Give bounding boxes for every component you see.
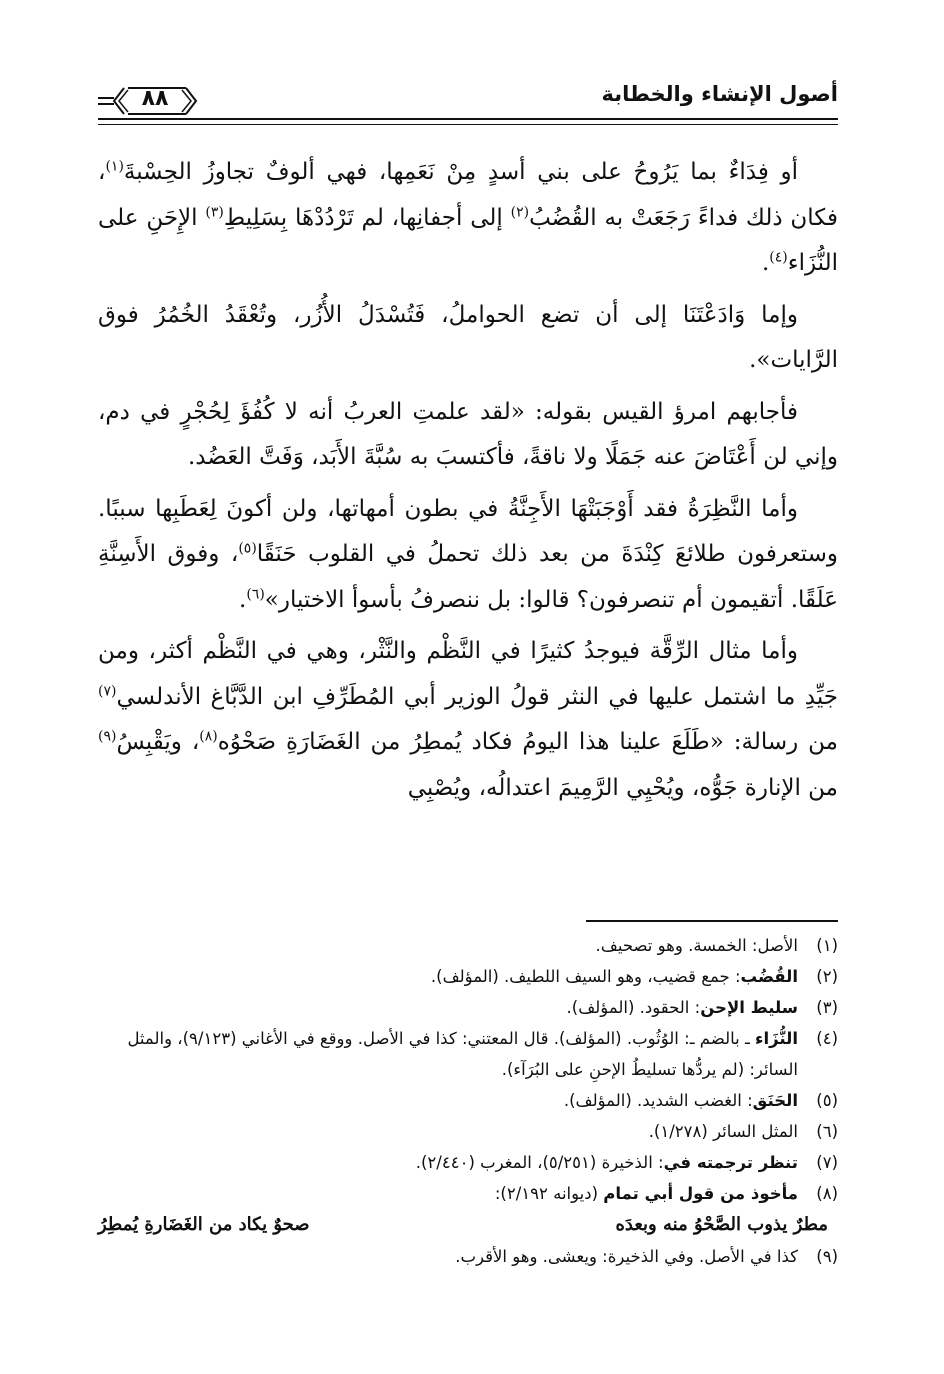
footnote-ref: (٦) <box>246 585 265 602</box>
paragraph-text: فأجابهم امرؤ القيس بقوله: «لقد علمتِ العربُ أنه لا كُفُؤَ لِحُجْرٍ في دم، وإني لن أَعْتَاضَ عنه جَمَلًا ولا ناقةً، فأكتسبَ به سُبَّةَ الأَبَد، وَفَتَّ العَضُد. <box>98 398 838 470</box>
paragraph-text: ، فكان ذلك فداءً رَجَعَتْ به القُضُبُ <box>98 159 838 231</box>
footnote-ref: (٣) <box>205 203 224 220</box>
footnote-text: الأصل: الخمسة. وهو تصحيف. <box>595 936 798 955</box>
paragraph-text: من رسالة: «طَلَعَ علينا هذا اليومُ فكاد يُمطِرُ من الغَضَارَةِ صَحْوُه <box>217 729 838 755</box>
body-paragraph <box>98 629 838 811</box>
footnote-number: (٧) <box>816 1153 838 1172</box>
footnote-term: مأخوذ من قول أبي تمام <box>603 1184 798 1203</box>
footnote-term: النُّزَاء <box>755 1029 798 1048</box>
footnote-2 <box>98 961 838 992</box>
footnote-1 <box>98 930 838 961</box>
paragraph-text: الإِحَنِ على النُّزَاء <box>98 204 838 276</box>
footnote-text: : جمع قضيب، وهو السيف اللطيف. (المؤلف). <box>430 967 741 986</box>
footnote-term: سليط الإحن <box>700 998 798 1017</box>
footnote-term: تنظر ترجمته في <box>663 1153 798 1172</box>
body-paragraph <box>98 150 838 287</box>
footnote-number: (٦) <box>816 1122 838 1141</box>
verse-first-hemistich: مطرٌ يذوب الصَّحْوُ منه وبعدَه <box>615 1214 828 1235</box>
footnote-text: كذا في الأصل. وفي الذخيرة: ويعشى. وهو الأقرب. <box>455 1247 798 1266</box>
footnote-4 <box>98 1023 838 1085</box>
paragraph-text: من الإنارة جَوُّه، ويُحْيِي الرَّمِيمَ اعتدالُه، ويُصْبِي <box>407 774 838 801</box>
footnote-ref: (٢) <box>510 203 530 220</box>
verse-second-hemistich: صحوٌ يكاد من الغَضَارةِ يُمطِرُ <box>98 1214 310 1235</box>
header-rule-thick <box>98 118 838 120</box>
footnote-number: (٣) <box>816 998 838 1017</box>
header-rule-thin <box>98 124 838 125</box>
footnote-ref: (٨) <box>199 728 218 745</box>
footnote-term: القُضُب <box>740 967 798 986</box>
footnote-ref: (٩) <box>98 728 117 745</box>
main-text <box>98 150 838 817</box>
footnote-number: (٤) <box>816 1029 838 1048</box>
page-number: ٨٨ <box>141 86 169 111</box>
footnote-number: (١) <box>816 936 838 955</box>
paragraph-text: وأما النَّظِرَةُ فقد أَوْجَبَتْهَا الأَجِنَّةُ في بطون أمهاتها، ولن أكونَ لِعَطَبِها سببًا. وستعرفون طلائعَ كِنْدَةَ من بعد ذلك تحملُ في القلوب حَنَقًا <box>98 495 838 567</box>
footnote-7 <box>98 1147 838 1178</box>
footnote-text: ـ بالضم ـ: الوُثُوب. (المؤلف). قال المعتني: كذا في الأصل. ووقع في الأغاني (٩/١٢٣)، والمثل السائر: (لم يردُّها تسليطُ الإحنِ على البُرَآء). <box>127 1029 798 1079</box>
paragraph-text: . <box>761 250 770 276</box>
footnote-8 <box>98 1178 838 1209</box>
footnote-text: : الغضب الشديد. (المؤلف). <box>563 1091 753 1110</box>
footnote-ref: (١) <box>105 158 124 175</box>
paragraph-text: ، ويَقْبِسُ <box>116 729 200 755</box>
footnote-text: (ديوانه ٢/١٩٢): <box>494 1184 604 1203</box>
footnote-text: المثل السائر (١/٢٧٨). <box>648 1122 798 1141</box>
paragraph-text: وأما مثال الرِّقَّة فيوجدُ كثيرًا في النَّظْم والنَّثْر، وهي في النَّظْم أكثر، ومن جَيِّدِ ما اشتمل عليها في النثر قولُ الوزير أبي المُطَرِّفِ ابن الدَّبَّاغ الأندلسي <box>98 638 838 710</box>
body-paragraph <box>98 487 838 624</box>
footnote-3 <box>98 992 838 1023</box>
footnote-ref: (٧) <box>98 682 117 699</box>
paragraph-text: إلى أجفانِها، لم تَرْدُدْهَا بِسَلِيطِ <box>223 204 511 231</box>
body-paragraph <box>98 293 838 384</box>
footnotes <box>98 930 838 1272</box>
footnote-term: الحَنَق <box>752 1091 798 1110</box>
running-head-title: أصول الإنشاء والخطابة <box>601 82 838 106</box>
page-number-ornament <box>98 84 218 118</box>
footnote-text: : الحقود. (المؤلف). <box>566 998 701 1017</box>
footnote-number: (٢) <box>816 967 838 986</box>
page-header <box>98 74 838 130</box>
footnote-text: : الذخيرة (٥/٢٥١)، المغرب (٢/٤٤٠). <box>415 1153 664 1172</box>
paragraph-text: . <box>239 586 247 613</box>
poetry-verse <box>98 1209 838 1241</box>
paragraph-text: وإما وَادَعْتَنَا إلى أن تضع الحواملُ، فَتُسْدَلُ الأُزُر، وتُعْقَدُ الخُمُرُ فوق الرَّايات». <box>98 301 838 373</box>
footnote-9 <box>98 1241 838 1272</box>
paragraph-text: أو فِدَاءٌ بما يَرُوحُ على بني أسدٍ مِنْ نَعَمِها، فهي ألوفٌ تجاوزُ الحِسْبةَ <box>123 159 798 185</box>
footnote-6 <box>98 1116 838 1147</box>
footnote-separator <box>586 920 838 922</box>
footnote-number: (٨) <box>816 1184 838 1203</box>
footnote-ref: (٤) <box>769 249 788 266</box>
paragraph-text: ، وفوق الأَسِنَّةِ عَلَقًا. أتقيمون أم تنصرفون؟ قالوا: بل ننصرفُ بأسوأ الاختيار» <box>98 541 838 613</box>
footnote-5 <box>98 1085 838 1116</box>
footnote-number: (٩) <box>816 1247 838 1266</box>
footnote-number: (٥) <box>816 1091 838 1110</box>
footnote-ref: (٥) <box>238 540 257 557</box>
body-paragraph <box>98 390 838 481</box>
